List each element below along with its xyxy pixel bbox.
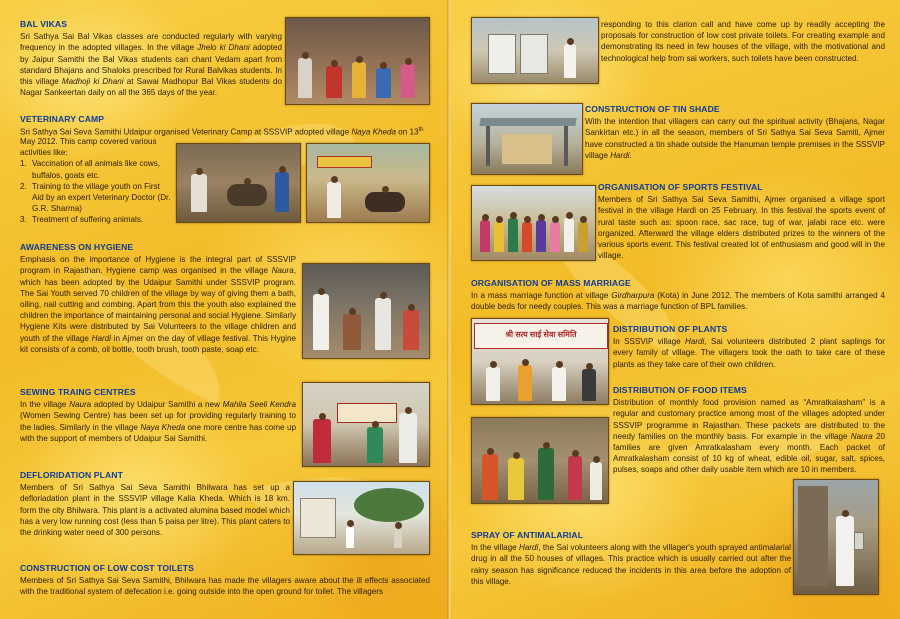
plants-section	[613, 324, 885, 370]
sports-festival-text: Members of Sri Sathya Sai Seva Samithi, Ajmer organised a village sport festival in the village Hardi on 25 February. In this festival the sports event of rural taste such as: spoon race, sac race, tug of war, jalabi race etc. were organized. Afterward the village elders distributed prizes to the winners of the various sports event. This festival created lot of enthusiasm and good will in the village.	[598, 195, 885, 261]
bal-vikas-photo	[285, 17, 430, 105]
antimalarial-section	[471, 530, 791, 587]
list-item: 3. Treatment of suffering animals.	[20, 215, 144, 225]
antimalarial-photo	[793, 479, 879, 595]
bal-vikas-text: Sri Sathya Sai Bal Vikas classes are conducted regularly with varying frequency in the adopted villages. In the village Jhelo ki Dhani adopted by Jaipur Samithi the Bal Vikas students can chant Vedam apart from standard Bhajans and Shaloks prescribed for Rural Balvikas students. In this village Madhoji ki Dhani at Sawai Madhopur Bal Vikas students do Nagar Sankeertan daily on all the 365 days of the year.	[20, 32, 282, 98]
mass-marriage-heading: ORGANISATION OF MASS MARRIAGE	[471, 278, 631, 288]
hygiene-heading: AWARENESS ON HYGIENE	[20, 242, 134, 252]
hygiene-photo	[302, 263, 430, 359]
low-cost-toilets-heading: CONSTRUCTION OF LOW COST TOILETS	[20, 563, 194, 573]
antimalarial-heading: SPRAY OF ANTIMALARIAL	[471, 530, 584, 540]
low-cost-toilets-section	[20, 563, 430, 598]
tin-shade-photo	[471, 103, 583, 175]
toilets-continued-text: responding to this clarion call and have come up by readily accepting the proposals for construction of low cost private toilets. For creating example and demonstrating its need in few houses of the village, with the motivational and technological help from sai workers, such toilets have been constructed.	[601, 20, 885, 63]
defloridation-photo	[293, 481, 430, 555]
bal-vikas-section	[20, 19, 282, 98]
plants-heading: DISTRIBUTION OF PLANTS	[613, 324, 728, 334]
right-page	[451, 0, 900, 619]
hygiene-text: Emphasis on the importance of Hygiene is the integral part of SSSVIP program in Rajasthan. Hygiene camp was organised in the village Naura, which has been adopted by the Udaipur Samithi under SSSVIP program. The Sai Youth served 70 children of the village by way of giving them a bath, oiling, nail cutting and combing. Apart from this the youth also explained the children the importance of maintaining personal and social Hygiene. Similarly Hygiene Kits were distributed by Sai Volunteers to the village children and youth of the village Hardi in Ajmer on the day of village festival. This Hygine kit consists of a comb, oil bottle, tooth brush, tooth paste, soap etc.	[20, 255, 296, 354]
sports-festival-heading: ORGANISATION OF SPORTS FESTIVAL	[598, 182, 763, 192]
low-cost-toilets-text: Members of Sri Sathya Sai Seva Samithi, Bhilwara has made the villagers aware about the ill effects associated with the traditional system of defecation i.e. going outside into the open ground for toilet. The villagers	[20, 576, 430, 597]
sewing-photo	[302, 382, 430, 467]
list-item: 2. Training to the village youth on First Aid by an expert Veterinary Doctor (Dr. G.R. Sharma)	[20, 181, 171, 214]
food-items-photo	[471, 417, 609, 504]
left-page	[0, 0, 449, 619]
sewing-text: In the village Naura adopted by Udaipur Samithi a new Mahila Seeli Kendra (Women Sewing Centre) has been set up for providing regularly training to the ladies. Similarly in the village Naya Kheda one more centre has come up with the support of members of Udaipur Sai Samithi.	[20, 400, 296, 443]
veterinary-camp-details: May 2012. This camp covered various activities like: 1. Vaccination of all animals like cows, buffalos, goats etc. 2. Training to the village youth on First Aid by an expert Veterinary Doctor (Dr. G.R. Sharma) 3. Treatment of suffering animals.	[20, 137, 171, 225]
veterinary-camp-intro: Sri Sathya Sai Seva Samithi Udaipur organised Veterinary Camp at SSSVIP adopted village Naya Kheda on 13th	[20, 127, 424, 137]
sports-festival-photo	[471, 185, 596, 261]
antimalarial-text: In the village Hardi, the Sai volunteers along with the villager's youth sprayed antimalarial drug in all the 50 houses of villages. This practice which is usually carried out after the rainy season has significance reduced the incidents in this area before the adoption of this village.	[471, 543, 791, 586]
plants-text: In SSSVIP village Hardi, Sai volunteers distributed 2 plant saplings for every family of village. The villagers took the oath to take care of these plants as they take care of their own children.	[613, 337, 885, 369]
defloridation-text: Members of Sri Sathya Sai Seva Samithi Bhilwara has set up a defloriadation plant in the SSSVIP village Kalia Kheda. Which is 18 km. form the city Bhilwara. This plant is a activated alumina based model which has a very low running cost (less than 5 paisa per litre). This plant caters to the drinking water need of 300 persons.	[20, 483, 290, 538]
plants-photo	[471, 318, 609, 405]
tin-shade-section	[585, 104, 885, 161]
toilets-continued-section	[601, 19, 885, 64]
defloridation-section	[20, 470, 290, 538]
veterinary-camp-heading: VETERINARY CAMP	[20, 114, 105, 124]
food-items-text: Distribution of monthly food provision named as “Amratkalasham” is a regular and customary practice among most of the villages adopted under SSSVIP programme in Rajasthan. These packets are distributed to the needy families on the monthly basis. For example in the village Naura 20 families are given Amratkalasham every month. Each packet of Amratkalasham consist of 10 kg of wheat, edible oil, sugar, salt, spices, pulses, soaps and other daily usable item which are 10 in members.	[613, 398, 885, 475]
veterinary-photo-1	[176, 143, 301, 223]
sewing-section	[20, 387, 296, 444]
list-item: 1. Vaccination of all animals like cows, buffalos, goats etc.	[20, 159, 161, 180]
food-items-heading: DISTRIBUTION OF FOOD ITEMS	[613, 385, 747, 395]
tin-shade-text: With the intention that villagers can carry out the spiritual activity (Bhajans, Nagar Sankirtan etc.) in all the season, members of Sri Sathya Sai Seva Samiti, Ajmer have constructed a tin shade outside the Hanuman temple premises in the SSSVIP village Hardi.	[585, 117, 885, 160]
veterinary-photo-2	[306, 143, 430, 223]
bal-vikas-heading: BAL VIKAS	[20, 19, 68, 29]
hygiene-section	[20, 242, 296, 355]
mass-marriage-text: In a mass marriage function at village Girdharpura (Kota) in June 2012. The members of Kota samithi arranged 4 double beds for needy couples. This was a marriage function of BPL families.	[471, 291, 885, 312]
sewing-heading: SEWING TRAING CENTRES	[20, 387, 136, 397]
defloridation-heading: DEFLORIDATION PLANT	[20, 470, 123, 480]
sports-festival-section	[598, 182, 885, 261]
veterinary-activities-list	[20, 158, 172, 225]
toilets-photo	[471, 17, 599, 84]
tin-shade-heading: CONSTRUCTION OF TIN SHADE	[585, 104, 720, 114]
banner-text: श्री सत्य साई सेवा समिति	[505, 330, 577, 339]
mass-marriage-section	[471, 278, 885, 313]
food-items-section	[613, 385, 885, 476]
